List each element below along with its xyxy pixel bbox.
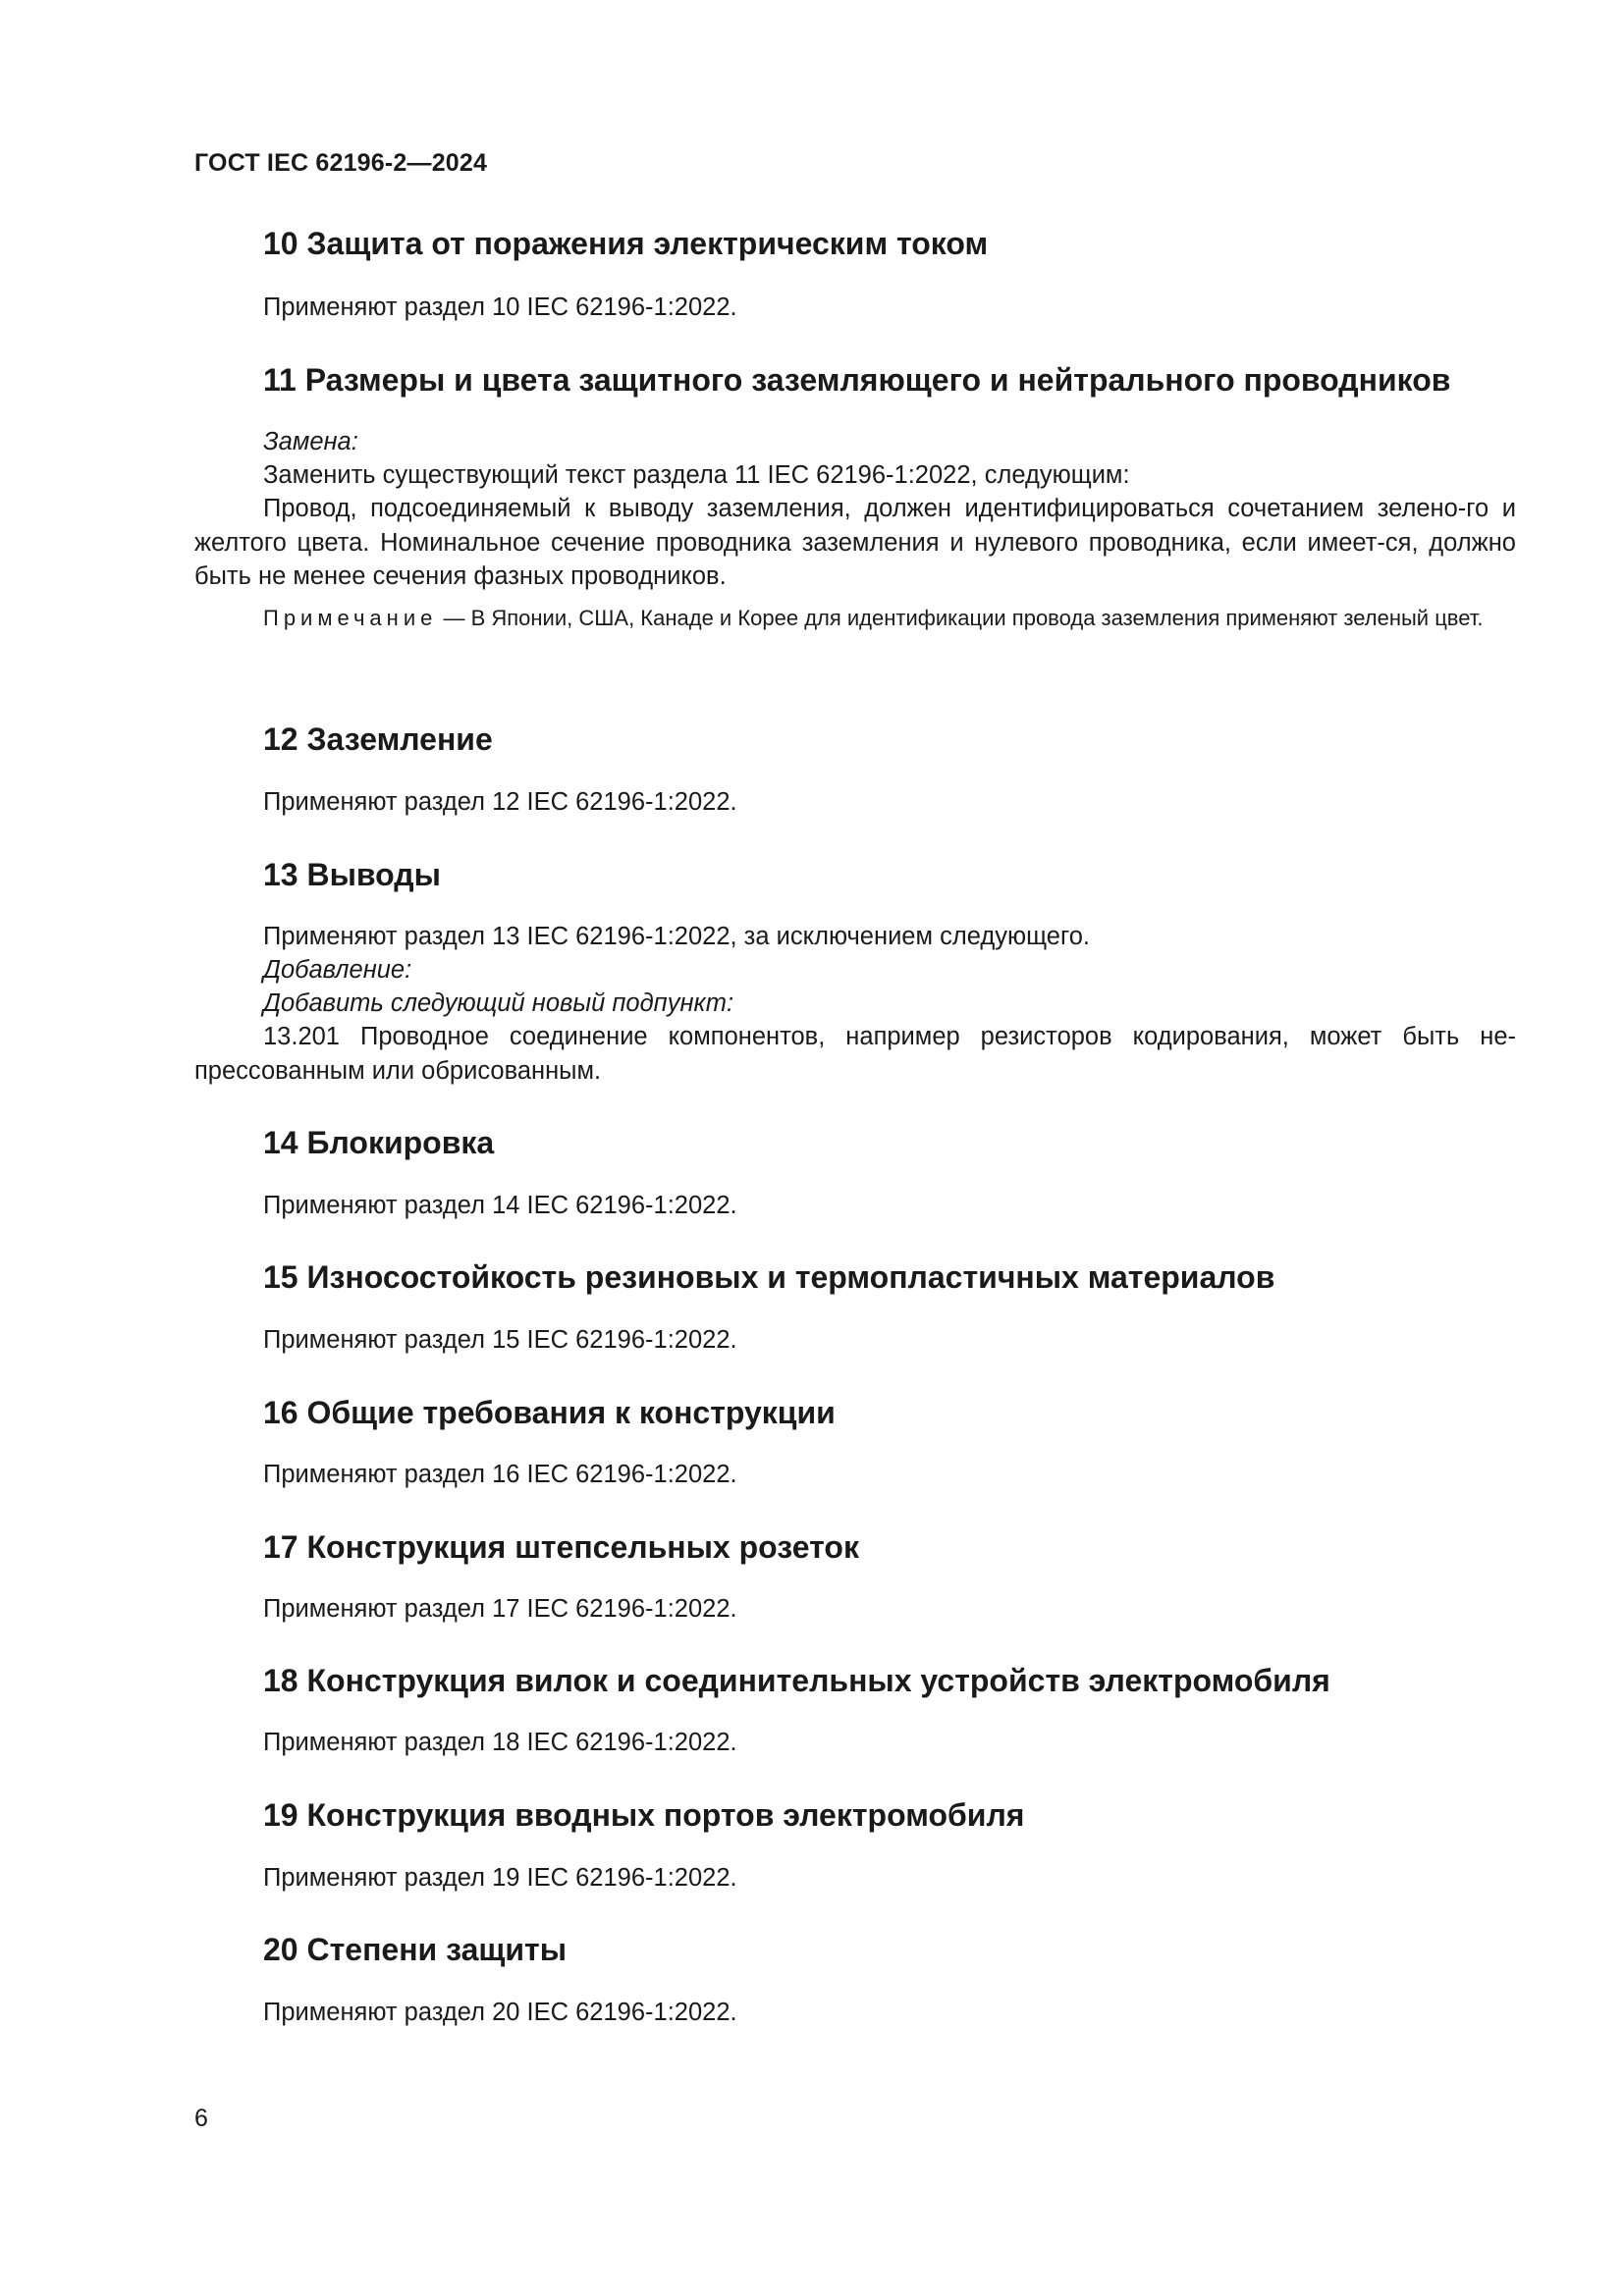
section-13-add-label: Добавление:: [263, 956, 412, 984]
section-13-subclause: 13.201 Проводное соединение компонентов, например резисторов кодирования, может быть не-прессованным или обрисованным.: [194, 1023, 1516, 1085]
section-11-title: 11 Размеры и цвета защитного заземляющего и нейтрального проводников: [263, 362, 1451, 398]
section-13-add-sub-label: Добавить следующий новый подпункт:: [263, 989, 734, 1017]
note-text: В Японии, США, Канаде и Корее для идентификации провода заземления применяют зеленый цвет.: [470, 606, 1484, 630]
section-12-title: 12 Заземление: [263, 721, 493, 757]
section-17-title: 17 Конструкция штепсельных розеток: [263, 1529, 859, 1565]
section-13-text: Применяют раздел 13 IEC 62196-1:2022, за исключением следующего.: [263, 923, 1090, 950]
section-11-replace-label: Замена:: [263, 428, 358, 455]
section-20-title: 20 Степени защиты: [263, 1932, 568, 1967]
section-20-text: Применяют раздел 20 IEC 62196-1:2022.: [263, 1999, 737, 2026]
section-18-text: Применяют раздел 18 IEC 62196-1:2022.: [263, 1729, 737, 1756]
section-18-title: 18 Конструкция вилок и соединительных устройств электромобиля: [263, 1663, 1330, 1698]
section-11-replace-line: Заменить существующий текст раздела 11 IEC 62196-1:2022, следующим:: [263, 461, 1130, 489]
section-15-title: 15 Износостойкость резиновых и термопластичных материалов: [263, 1259, 1275, 1295]
section-12-text: Применяют раздел 12 IEC 62196-1:2022.: [263, 788, 737, 816]
section-10-text: Применяют раздел 10 IEC 62196-1:2022.: [263, 294, 737, 321]
section-13-title: 13 Выводы: [263, 857, 441, 892]
section-14-title: 14 Блокировка: [263, 1125, 495, 1160]
note-label: Примечание: [263, 606, 438, 630]
note-dash: —: [437, 606, 471, 630]
section-16-title: 16 Общие требования к конструкции: [263, 1395, 836, 1430]
section-19-text: Применяют раздел 19 IEC 62196-1:2022.: [263, 1864, 737, 1892]
section-15-text: Применяют раздел 15 IEC 62196-1:2022.: [263, 1326, 737, 1354]
section-11-body: Провод, подсоединяемый к выводу заземления, должен идентифицироваться сочетанием зелено-го и желтого цвета. Номинальное сечение проводника заземления и нулевого проводника, если имеет-ся, должно быть не менее сечения фазных проводников.: [194, 495, 1516, 590]
section-14-text: Применяют раздел 14 IEC 62196-1:2022.: [263, 1192, 737, 1219]
document-code: ГОСТ IEC 62196-2—2024: [194, 149, 488, 177]
section-16-text: Применяют раздел 16 IEC 62196-1:2022.: [263, 1461, 737, 1488]
section-17-text: Применяют раздел 17 IEC 62196-1:2022.: [263, 1595, 737, 1623]
section-19-title: 19 Конструкция вводных портов электромобиля: [263, 1797, 1025, 1833]
page-number: 6: [194, 2105, 208, 2132]
section-10-title: 10 Защита от поражения электрическим током: [263, 226, 989, 261]
section-11-note: [194, 603, 1516, 633]
